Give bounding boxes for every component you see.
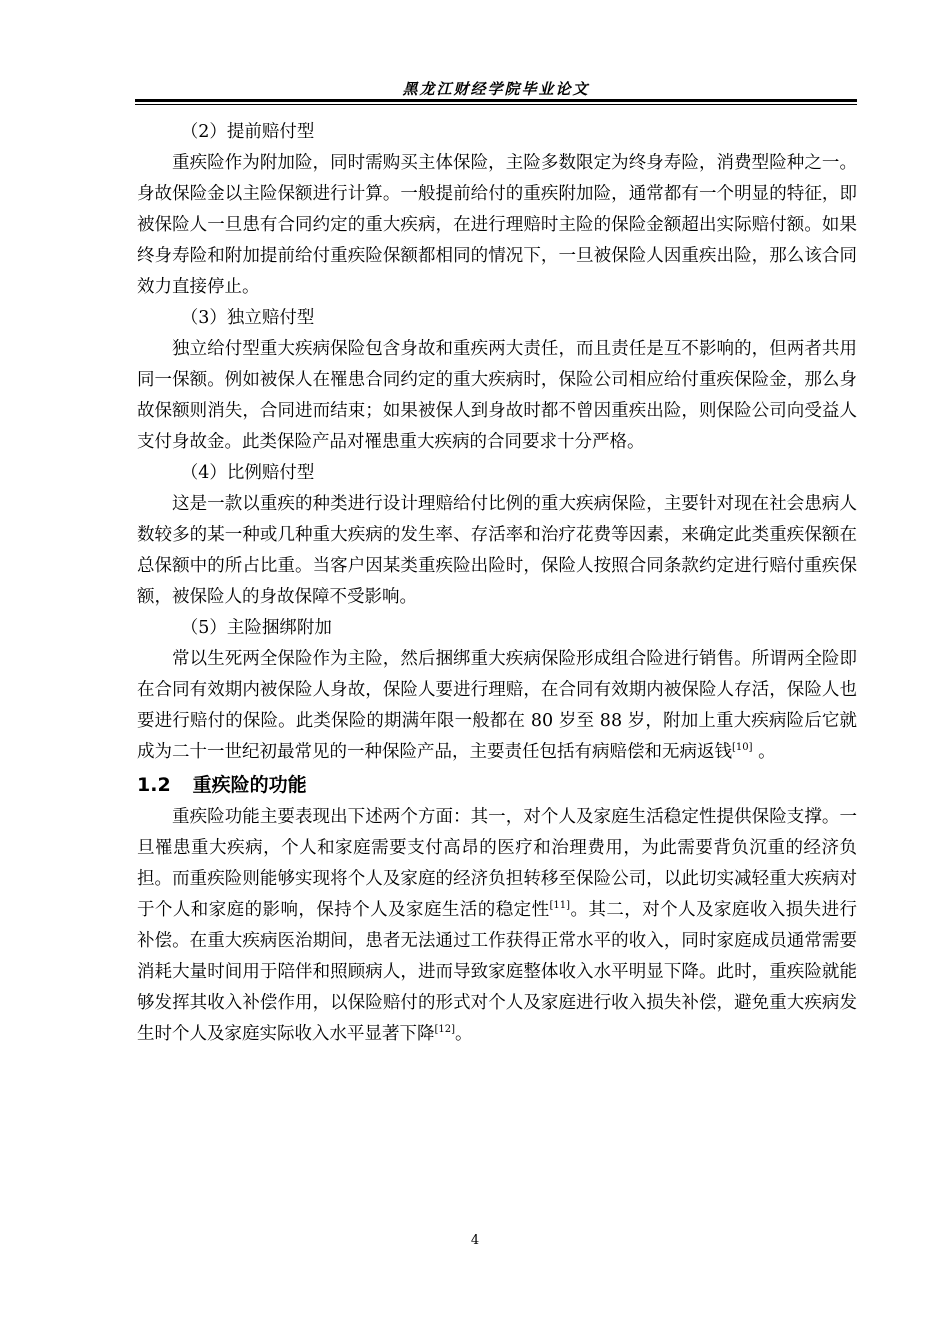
subsection-heading-5: （5）主险捆绑附加 — [180, 618, 332, 638]
subsection-heading-4: （4）比例赔付型 — [180, 463, 315, 483]
page-body — [137, 117, 857, 1050]
subsection-heading-3: （3）独立赔付型 — [180, 308, 315, 328]
citation-12: [12] — [434, 1024, 456, 1036]
paragraph-functions-part2: 。其二，对个人及家庭收入损失进行补偿。在重大疾病医治期间，患者无法通过工作获得正常水平的收入，同时家庭成员通常需要消耗大量时间用于陪伴和照顾病人，进而导致家庭整体收入水平明显下降。此时，重疾险就能够发挥其收入补偿作用，以保险赔付的形式对个人及家庭进行收入损失补偿，避免重大疾病发生时个人及家庭实际收入水平显著下降 — [137, 900, 858, 1044]
section-number: 1.2 — [137, 774, 171, 796]
section-heading-1-2 — [137, 768, 857, 802]
paragraph-2: 重疾险作为附加险，同时需购买主体保险，主险多数限定为终身寿险，消费型险种之一。身故保险金以主险保额进行计算。一般提前给付的重疾附加险，通常都有一个明显的特征，即被保险人一旦患有合同约定的重大疾病，在进行理赔时主险的保险金额超出实际赔付额。如果终身寿险和附加提前给付重疾险保额都相同的情况下，一旦被保险人因重疾出险，那么该合同效力直接停止。 — [137, 153, 857, 297]
subsection-heading-2: （2）提前赔付型 — [180, 122, 315, 142]
paragraph-functions — [137, 802, 857, 1050]
paragraph-5-tail: 。 — [752, 742, 776, 762]
paragraph-3: 独立给付型重大疾病保险包含身故和重疾两大责任，而且责任是互不影响的，但两者共用同一保额。例如被保人在罹患合同约定的重大疾病时，保险公司相应给付重疾保险金，那么身故保额则消失，合同进而结束；如果被保人到身故时都不曾因重疾出险，则保险公司向受益人支付身故金。此类保险产品对罹患重大疾病的合同要求十分严格。 — [137, 339, 857, 452]
header-rule-thick — [135, 99, 857, 102]
paragraph-5-text: 常以生死两全保险作为主险，然后捆绑重大疾病保险形成组合险进行销售。所谓两全险即在合同有效期内被保险人身故，保险人要进行理赔，在合同有效期内被保险人存活，保险人也要进行赔付的保险。此类保险的期满年限一般都在 80 岁至 88 岁，附加上重大疾病险后它就成为二十一世纪初最常见的一种保险产品，主要责任包括有病赔偿和无病返钱 — [137, 649, 857, 762]
section-title: 重疾险的功能 — [192, 774, 307, 796]
header-title: 黑龙江财经学院毕业论文 — [402, 80, 590, 98]
paragraph-functions-part3: 。 — [455, 1024, 473, 1044]
paragraph-4: 这是一款以重疾的种类进行设计理赔给付比例的重大疾病保险，主要针对现在社会患病人数较多的某一种或几种重大疾病的发生率、存活率和治疗花费等因素，来确定此类重疾保额在总保额中的所占比重。当客户因某类重疾险出险时，保险人按照合同条款约定进行赔付重疾保额，被保险人的身故保障不受影响。 — [137, 494, 857, 607]
paragraph-functions-part1: 重疾险功能主要表现出下述两个方面：其一，对个人及家庭生活稳定性提供保险支撑。一旦罹患重大疾病，个人和家庭需要支付高昂的医疗和治理费用，为此需要背负沉重的经济负担。而重疾险则能够实现将个人及家庭的经济负担转移至保险公司，以此切实减轻重大疾病对于个人和家庭的影响，保持个人及家庭生活的稳定性 — [137, 807, 857, 920]
citation-10: [10] — [732, 742, 753, 754]
paragraph-5 — [137, 644, 857, 768]
citation-11: [11] — [549, 900, 571, 912]
page-number: 4 — [470, 1233, 480, 1248]
header-rule-thin — [135, 104, 857, 105]
